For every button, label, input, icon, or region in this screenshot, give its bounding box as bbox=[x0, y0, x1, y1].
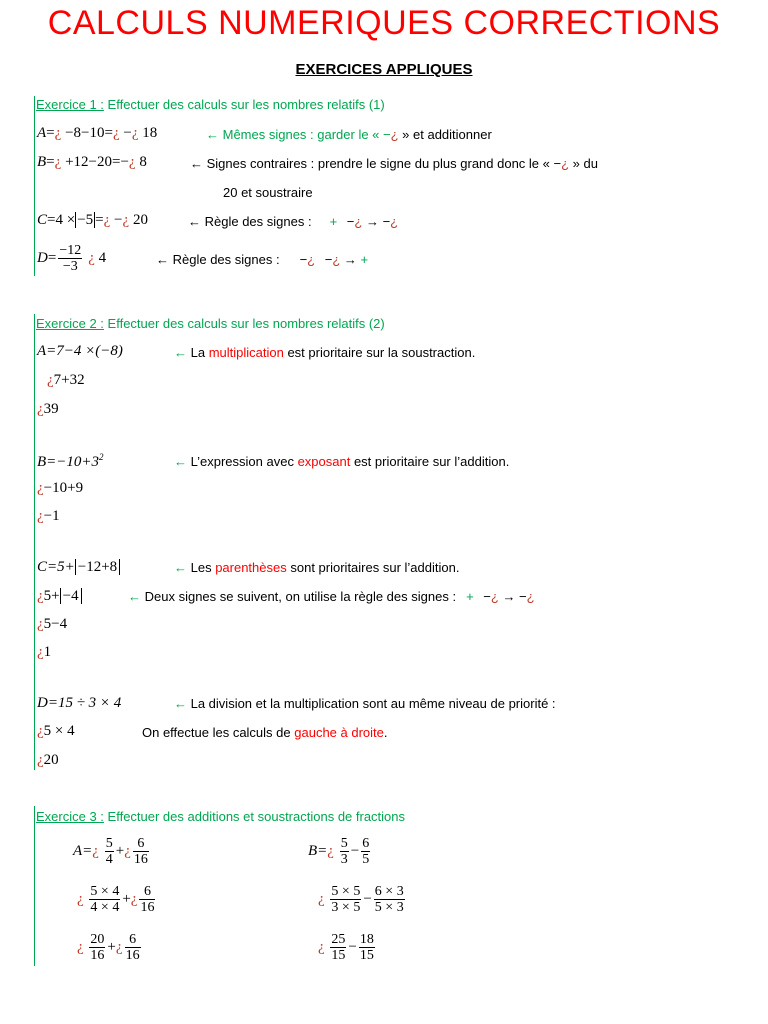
expr: 5 × 4 bbox=[43, 723, 75, 739]
ex3-margin-line bbox=[34, 806, 35, 966]
ex2-heading bbox=[36, 316, 385, 331]
ex2-c-line1 bbox=[37, 559, 120, 576]
ex1-heading bbox=[36, 97, 385, 112]
operator: + bbox=[115, 842, 125, 859]
glyph: ¿ bbox=[130, 890, 138, 907]
ex2-d-note2 bbox=[142, 725, 388, 740]
numerator: 25 bbox=[331, 932, 346, 947]
note: La bbox=[187, 345, 209, 360]
glyph: ¿ bbox=[490, 589, 499, 604]
sign: → − bbox=[362, 214, 391, 229]
glyph: ¿ bbox=[390, 127, 399, 142]
note: est prioritaire sur l’addition. bbox=[350, 454, 510, 469]
sign: − bbox=[343, 214, 355, 229]
denominator: 16 bbox=[140, 900, 155, 915]
ex3-description: Effectuer des additions et soustractions de fractions bbox=[103, 809, 406, 824]
ex2-a-line2 bbox=[47, 372, 85, 389]
ex2-c-line2 bbox=[37, 588, 82, 605]
denominator: 15 bbox=[331, 948, 346, 963]
ex2-description: Effectuer des calculs sur les nombres relatifs (2) bbox=[103, 316, 385, 331]
ex3-b-row3 bbox=[318, 932, 377, 963]
sign: − bbox=[321, 252, 333, 267]
var-a: A bbox=[37, 125, 47, 141]
ex1-note-b bbox=[190, 156, 598, 171]
glyph: ¿ bbox=[37, 752, 44, 768]
ex1-note-b-cont: 20 et soustraire bbox=[223, 185, 313, 200]
note: ← Signes contraires : prendre le signe du plus grand donc le « − bbox=[190, 156, 562, 171]
expr: C=5+ bbox=[37, 559, 75, 575]
ex3-b-row1 bbox=[308, 836, 372, 867]
fraction bbox=[89, 884, 120, 915]
ex1-line-a bbox=[37, 125, 157, 142]
expr: 4 bbox=[94, 249, 107, 266]
fraction bbox=[361, 836, 370, 867]
glyph: ¿ bbox=[318, 938, 325, 955]
var-b: B bbox=[37, 154, 47, 170]
glyph: ¿ bbox=[47, 372, 54, 388]
denominator: 16 bbox=[90, 948, 105, 963]
ex1-line-d bbox=[37, 243, 106, 274]
note: sont prioritaires sur l’addition. bbox=[286, 560, 460, 575]
ex2-a-line1: A=7−4 ×(−8) bbox=[37, 343, 123, 359]
fraction bbox=[58, 243, 82, 274]
note: On effectue les calculs de bbox=[142, 725, 295, 740]
numerator: 6 bbox=[129, 932, 137, 947]
glyph: ¿ bbox=[390, 214, 399, 229]
note: est prioritaire sur la soustraction. bbox=[283, 345, 476, 360]
sign: + bbox=[329, 214, 338, 229]
expr: = bbox=[47, 249, 57, 266]
sign: → − bbox=[498, 589, 527, 604]
ex1-label: Exercice 1 : bbox=[36, 97, 104, 112]
denominator: 3 bbox=[340, 852, 348, 867]
expr: −10+9 bbox=[43, 480, 84, 496]
ex1-note-d bbox=[156, 252, 368, 267]
ex2-d-note: ← La division et la multiplication sont au même niveau de priorité : bbox=[174, 696, 556, 711]
ex3-heading bbox=[36, 809, 405, 824]
page-title: CALCULS NUMERIQUES CORRECTIONS bbox=[47, 4, 721, 42]
numerator: 18 bbox=[359, 932, 374, 947]
numerator: −12 bbox=[59, 243, 82, 258]
fraction bbox=[105, 836, 114, 867]
expr: = bbox=[46, 154, 55, 170]
ex2-a-line3 bbox=[37, 401, 59, 418]
note: Les bbox=[187, 560, 216, 575]
ex3-a-row1 bbox=[73, 836, 151, 867]
glyph: ¿ bbox=[54, 125, 62, 141]
sign: − bbox=[479, 589, 491, 604]
ex3-a-row3 bbox=[77, 932, 143, 963]
glyph: ¿ bbox=[92, 842, 99, 859]
denominator: 16 bbox=[133, 852, 148, 867]
ex1-line-c bbox=[37, 212, 148, 229]
denominator: 3 × 5 bbox=[331, 900, 361, 915]
ex2-margin-line bbox=[34, 314, 35, 770]
bracket-group: −12+8 bbox=[75, 559, 120, 575]
glyph: ¿ bbox=[37, 723, 44, 739]
page-subtitle: EXERCICES APPLIQUES bbox=[295, 61, 473, 78]
numerator: 5 bbox=[340, 836, 348, 851]
ex1-description: Effectuer des calculs sur les nombres relatifs (1) bbox=[103, 97, 385, 112]
note: Deux signes se suivent, on utilise la règle des signes : bbox=[141, 589, 457, 604]
ex2-d-line3 bbox=[37, 752, 59, 769]
sign: − bbox=[299, 252, 308, 267]
sign: + bbox=[466, 589, 474, 604]
expr: 5+ bbox=[43, 588, 60, 604]
fraction bbox=[330, 932, 346, 963]
expr: A= bbox=[73, 842, 93, 859]
glyph: ¿ bbox=[54, 154, 62, 170]
denominator: 5 bbox=[362, 852, 370, 867]
operator: − bbox=[350, 842, 360, 859]
expr: = bbox=[95, 212, 104, 228]
expr: B= bbox=[308, 842, 328, 859]
glyph: ¿ bbox=[37, 480, 44, 496]
glyph: ¿ bbox=[112, 125, 120, 141]
numerator: 5 × 4 bbox=[90, 884, 120, 899]
fraction bbox=[125, 932, 141, 963]
ex2-c-line3 bbox=[37, 616, 67, 633]
glyph: ¿ bbox=[124, 842, 131, 859]
ex3-b-row2 bbox=[318, 884, 407, 915]
sign: → bbox=[340, 252, 361, 267]
ex1-note-c bbox=[188, 214, 398, 229]
fraction bbox=[340, 836, 349, 867]
ex2-b-line1 bbox=[37, 452, 104, 471]
expr: 20 bbox=[129, 212, 148, 228]
ex2-c-line4 bbox=[37, 644, 51, 661]
fraction bbox=[359, 932, 375, 963]
note: » et additionner bbox=[398, 127, 492, 142]
expr: 39 bbox=[43, 401, 59, 417]
glyph: ¿ bbox=[37, 401, 44, 417]
ex2-a-note: ← La multiplication est prioritaire sur la soustraction. bbox=[174, 345, 476, 360]
var-d: D bbox=[37, 249, 48, 266]
note: ← Mêmes signes : garder le « − bbox=[206, 127, 391, 142]
expr: − bbox=[110, 212, 123, 228]
numerator: 6 bbox=[137, 836, 145, 851]
glyph: ¿ bbox=[122, 212, 130, 228]
ex2-d-line2 bbox=[37, 723, 75, 740]
ex2-b-line2 bbox=[37, 480, 83, 497]
ex1-margin-line bbox=[34, 96, 35, 276]
ex2-d-line1: D=15 ÷ 3 × 4 bbox=[37, 695, 122, 711]
glyph: ¿ bbox=[307, 252, 316, 267]
glyph: ¿ bbox=[327, 842, 334, 859]
denominator: 4 bbox=[105, 852, 113, 867]
expr: −8−10= bbox=[61, 125, 113, 141]
expr: +12−20=− bbox=[61, 154, 129, 170]
denominator: 15 bbox=[359, 948, 374, 963]
glyph: ¿ bbox=[37, 588, 44, 604]
numerator: 6 bbox=[362, 836, 370, 851]
numerator: 20 bbox=[90, 932, 105, 947]
operator: − bbox=[348, 938, 357, 955]
glyph: ¿ bbox=[103, 212, 111, 228]
highlight: gauche à droite bbox=[294, 725, 384, 740]
denominator: −3 bbox=[58, 258, 82, 274]
glyph: ¿ bbox=[318, 890, 325, 907]
glyph: ¿ bbox=[88, 249, 95, 266]
glyph: ¿ bbox=[128, 154, 136, 170]
highlight: parenthèses bbox=[215, 560, 287, 575]
numerator: 5 bbox=[105, 836, 113, 851]
note: L’expression avec bbox=[187, 454, 298, 469]
ex2-label: Exercice 2 : bbox=[36, 316, 104, 331]
expr: B=−10+3 bbox=[37, 454, 100, 470]
fraction bbox=[89, 932, 105, 963]
note: . bbox=[383, 725, 388, 740]
ex3-a-row2 bbox=[77, 884, 157, 915]
numerator: 6 bbox=[143, 884, 151, 899]
glyph: ¿ bbox=[77, 890, 84, 907]
sign: + bbox=[360, 252, 369, 267]
operator: + bbox=[122, 890, 131, 907]
denominator: 16 bbox=[125, 948, 140, 963]
highlight: multiplication bbox=[208, 345, 284, 360]
exponent: 2 bbox=[99, 452, 104, 462]
note: ← Règle des signes : bbox=[188, 214, 312, 229]
glyph: ¿ bbox=[37, 508, 44, 524]
bracket-group: −4 bbox=[60, 588, 82, 604]
glyph: ¿ bbox=[526, 589, 535, 604]
expr: 7+32 bbox=[53, 372, 85, 388]
glyph: ¿ bbox=[131, 125, 139, 141]
expr: 1 bbox=[43, 644, 52, 660]
expr: 20 bbox=[43, 752, 59, 768]
operator: − bbox=[363, 890, 372, 907]
fraction bbox=[139, 884, 155, 915]
glyph: ¿ bbox=[354, 214, 363, 229]
denominator: 4 × 4 bbox=[90, 900, 120, 915]
note: La division et la multiplication sont au même niveau de priorité : bbox=[187, 696, 556, 711]
denominator: 5 × 3 bbox=[374, 900, 404, 915]
ex2-b-note: ← L’expression avec exposant est prioritaire sur l’addition. bbox=[174, 454, 510, 469]
ex1-line-b bbox=[37, 154, 147, 171]
expr: −1 bbox=[43, 508, 60, 524]
note: » du bbox=[569, 156, 598, 171]
ex1-note-a bbox=[206, 127, 492, 142]
ex3-label: Exercice 3 : bbox=[36, 809, 104, 824]
glyph: ¿ bbox=[115, 938, 123, 955]
numerator: 6 × 3 bbox=[374, 884, 404, 899]
glyph: ¿ bbox=[37, 616, 44, 632]
operator: + bbox=[107, 938, 116, 955]
expr: 18 bbox=[138, 125, 158, 141]
ex2-b-line3 bbox=[37, 508, 60, 525]
ex2-c-note2: ← Deux signes se suivent, on utilise la règle des signes : + −¿ → −¿ bbox=[128, 589, 535, 604]
fraction bbox=[330, 884, 361, 915]
bracket-group: −5 bbox=[77, 212, 94, 228]
var-c: C bbox=[37, 212, 48, 228]
glyph: ¿ bbox=[37, 644, 44, 660]
glyph: ¿ bbox=[332, 252, 341, 267]
expr: − bbox=[119, 125, 132, 141]
note: ← Règle des signes : bbox=[156, 252, 280, 267]
highlight: exposant bbox=[297, 454, 351, 469]
expr: 5−4 bbox=[43, 616, 68, 632]
fraction bbox=[374, 884, 405, 915]
numerator: 5 × 5 bbox=[331, 884, 361, 899]
glyph: ¿ bbox=[561, 156, 570, 171]
expr: 8 bbox=[135, 154, 147, 170]
fraction bbox=[133, 836, 149, 867]
expr: =4 × bbox=[47, 212, 76, 228]
ex2-c-note: ← Les parenthèses sont prioritaires sur l’addition. bbox=[174, 560, 460, 575]
expr: = bbox=[46, 125, 55, 141]
glyph: ¿ bbox=[77, 938, 84, 955]
